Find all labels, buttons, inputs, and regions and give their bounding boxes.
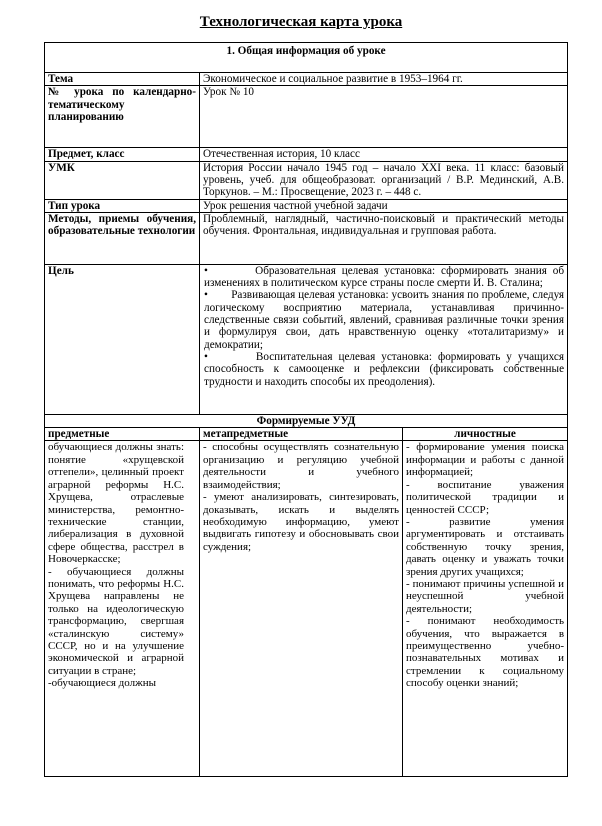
uud-metasubject-item: - способны осуществлять сознательную организацию и регуляцию учебной деятельности и учебного взаимодействия; bbox=[203, 441, 399, 491]
goal-item-text: Воспитательная целевая установка: формировать у учащихся способность к самооценке и рефлексии (фиксировать собственные трудности и находить способы их преодоления). bbox=[204, 350, 565, 388]
document-title: Технологическая карта урока bbox=[199, 14, 403, 30]
uud-metasubject-cell bbox=[200, 441, 403, 777]
lesson-type-label: Тип урока bbox=[45, 199, 200, 212]
uud-personal-header: личностные bbox=[403, 428, 568, 441]
methods-label: Методы, приемы обучения, образовательные технологии bbox=[45, 212, 200, 264]
uud-personal-item: - формирование умения поиска информации и работы с данной информацией; bbox=[406, 441, 565, 479]
uud-personal-item: - развитие умения аргументировать и отстаивать собственную точку зрения, давать оценку и уважать точки зрения других учащихся; bbox=[406, 515, 565, 578]
lesson-number-label: № урока по календарно-тематическому планированию bbox=[45, 86, 200, 148]
goal-item-upbringing bbox=[200, 351, 564, 388]
lesson-card-table bbox=[44, 42, 567, 777]
goal-item-text: Образовательная целевая установка: сформировать знания об изменениях в политическом курсе страны после смерти И. В. Сталина; bbox=[204, 264, 565, 290]
methods-value: Проблемный, наглядный, частично-поисковый и практический методы обучения. Фронтальная, индивидуальная и групповая работа. bbox=[200, 212, 568, 264]
goal-item-developmental bbox=[200, 289, 564, 350]
lesson-number-value: Урок № 10 bbox=[200, 86, 568, 148]
topic-value: Экономическое и социальное развитие в 1953–1964 гг. bbox=[200, 73, 568, 86]
uud-subject-cell bbox=[45, 441, 200, 777]
topic-label: Тема bbox=[45, 73, 200, 86]
uud-personal-cell bbox=[403, 441, 568, 777]
bullet-icon: • bbox=[204, 350, 208, 363]
bullet-icon: • bbox=[204, 289, 208, 302]
goal-label: Цель bbox=[45, 264, 200, 414]
bullet-icon: • bbox=[204, 264, 208, 277]
uud-subject-header: предметные bbox=[45, 428, 200, 441]
subject-value: Отечественная история, 10 класс bbox=[200, 148, 568, 161]
umk-value: История России начало 1945 год – начало XXI века. 11 класс: базовый уровень, учеб. для общеобразоват. организаций / В.Р. Мединский, А.В. Торкунов. – М.: Просвещение, 2023 г. – 448 с. bbox=[200, 161, 568, 199]
goal-list bbox=[200, 264, 568, 414]
uud-subject-item: - обучающиеся должны понимать, что реформы Н.С. Хрущева направлены не только на идеологическую трансформацию, свергшая «сталинскую систему» СССР, но и на улучшение экономической и аграрной ситуации в стране; bbox=[48, 565, 184, 677]
uud-metasubject-item: - умеют анализировать, синтезировать, доказывать, искать и выделять необходимую информацию, умеют выдвигать гипотезу и обосновывать свои суждения; bbox=[203, 491, 399, 553]
uud-heading: Формируемые УУД bbox=[45, 414, 568, 427]
uud-metasubject-header: метапредметные bbox=[200, 428, 403, 441]
umk-label: УМК bbox=[45, 161, 200, 199]
goal-item-text: Развивающая целевая установка: усвоить знания по проблеме, следуя логическому восприятию материала, устанавливая причинно-следственные связи событий, явлений, сравнивая различные точки зрения и формулируя свои, дать нравственную оценку «тоталитаризму» и демократии; bbox=[204, 289, 565, 351]
uud-personal-item: - понимают необходимость обучения, что выражается в преимущественно учебно-познавательных мотивах и стремлении к социальному способу оценки знаний; bbox=[406, 615, 565, 690]
goal-item-educational bbox=[200, 265, 564, 290]
uud-personal-item: - воспитание уважения политической традиции и ценностей СССР; bbox=[406, 478, 565, 516]
subject-label: Предмет, класс bbox=[45, 148, 200, 161]
uud-subject-item: -обучающиеся должны bbox=[48, 677, 156, 690]
lesson-type-value: Урок решения частной учебной задачи bbox=[200, 199, 568, 212]
section-general-info-heading: 1. Общая информация об уроке bbox=[45, 43, 568, 73]
uud-subject-item: обучающиеся должны знать: понятие «хрущевской оттепели», целинный проект аграрной реформы Н.С. Хрущева, отраслевые министерства, ремонтно-технические станции, либерализация в духовной сфере общества, расстрел в Новочеркасске; bbox=[48, 441, 184, 566]
uud-personal-item: - понимают причины успешной и неуспешной учебной деятельности; bbox=[406, 577, 565, 615]
